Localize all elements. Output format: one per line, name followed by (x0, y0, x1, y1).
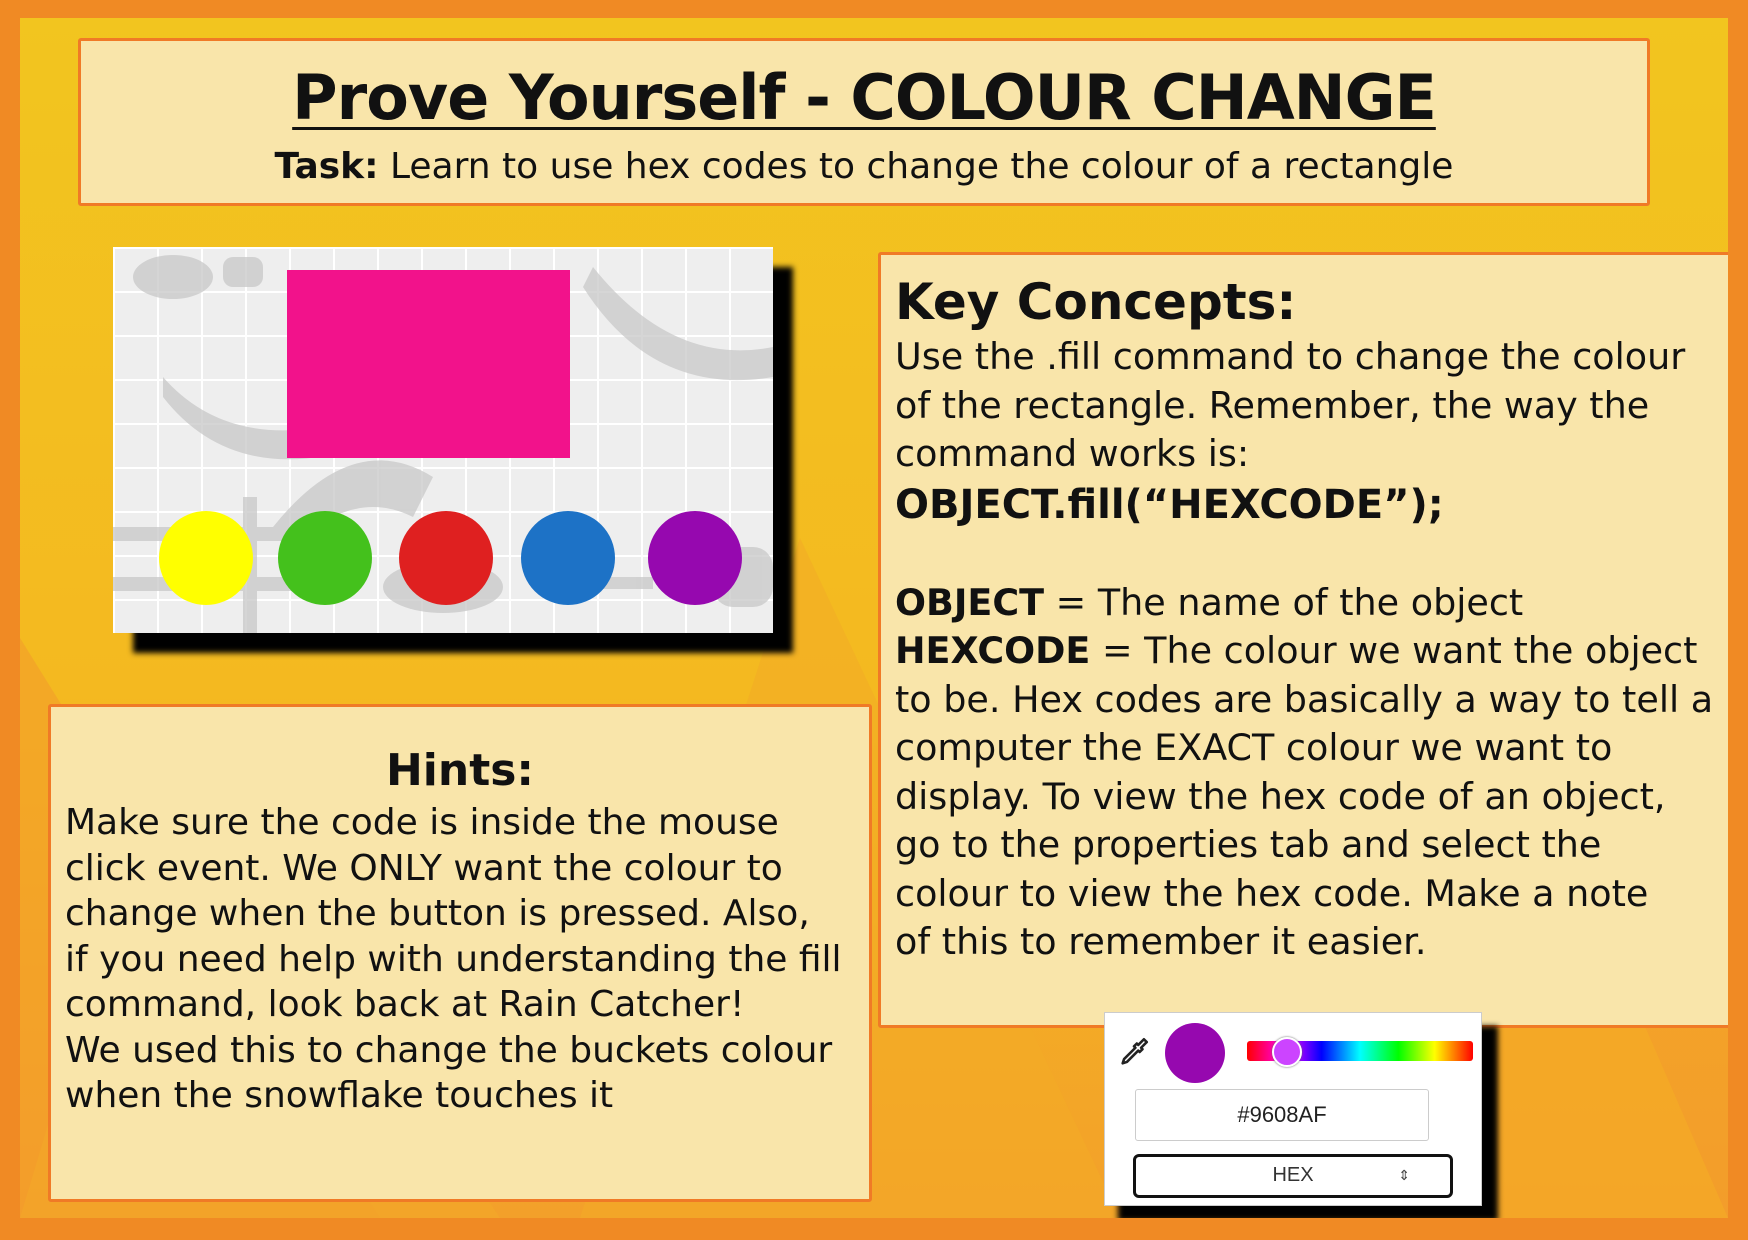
worksheet-page (20, 18, 1728, 1218)
concepts-line: of the rectangle. Remember, the way the (895, 383, 1650, 427)
pink-rectangle (287, 270, 570, 458)
concepts-line: to be. Hex codes are basically a way to tell a (895, 677, 1714, 721)
hints-line: We used this to change the buckets colour (65, 1029, 833, 1071)
color-mode-select[interactable] (1133, 1154, 1453, 1198)
hints-line: Make sure the code is inside the mouse (65, 802, 779, 843)
select-arrow-icon: ⇕ (1398, 1167, 1410, 1183)
color-picker-screenshot (1104, 1012, 1496, 1212)
color-mode-value: HEX (1272, 1164, 1314, 1186)
hexcode-def-text: = The colour we want the object (1090, 629, 1698, 672)
concepts-line: of this to remember it easier. (895, 920, 1427, 963)
hints-panel (48, 704, 872, 1202)
hints-line: click event. We ONLY want the colour to (65, 847, 783, 889)
hints-line: when the snowflake touches it (65, 1075, 614, 1116)
color-picker (1104, 1012, 1482, 1206)
red-circle (399, 511, 493, 605)
game-scene-screenshot (113, 247, 773, 633)
task-text: Learn to use hex codes to change the colour of a rectangle (389, 146, 1454, 187)
green-circle (278, 511, 372, 605)
concepts-line: go to the properties tab and select the (895, 823, 1602, 866)
task-label: Task: (274, 146, 379, 187)
eyedropper-icon[interactable] (1117, 1035, 1151, 1069)
hex-input[interactable]: #9608AF (1135, 1089, 1429, 1141)
hexcode-definition (895, 627, 1728, 676)
task-line (81, 146, 1647, 187)
hexcode-term: HEXCODE (895, 629, 1091, 672)
page-title: Prove Yourself - COLOUR CHANGE (292, 61, 1436, 134)
blue-circle (521, 511, 615, 605)
concepts-line: display. To view the hex code of an object, (895, 774, 1666, 818)
hints-line: command, look back at Rain Catcher! (65, 984, 745, 1025)
concepts-line: colour to view the hex code. Make a note (895, 871, 1649, 915)
code-example: OBJECT.fill(“HEXCODE”); (895, 481, 1444, 528)
yellow-circle (159, 511, 253, 605)
key-concepts-heading: Key Concepts: (895, 273, 1297, 331)
color-swatch[interactable] (1165, 1023, 1225, 1083)
hints-line: if you need help with understanding the fill (65, 938, 842, 980)
title-panel (78, 38, 1650, 206)
concepts-line: command works is: (895, 432, 1250, 475)
object-term: OBJECT (895, 580, 1045, 624)
concepts-line: computer the EXACT colour we want to (895, 726, 1613, 769)
hints-heading: Hints: (385, 745, 535, 796)
hints-line: change when the button is pressed. Also, (65, 893, 810, 934)
key-concepts-panel (878, 252, 1728, 1028)
purple-circle (648, 511, 742, 605)
object-definition (895, 579, 1728, 628)
concepts-line: Use the .fill command to change the colour (895, 335, 1686, 378)
object-def-text: = The name of the object (1044, 580, 1524, 624)
hue-slider-handle[interactable] (1272, 1037, 1302, 1067)
game-scene (113, 247, 773, 633)
